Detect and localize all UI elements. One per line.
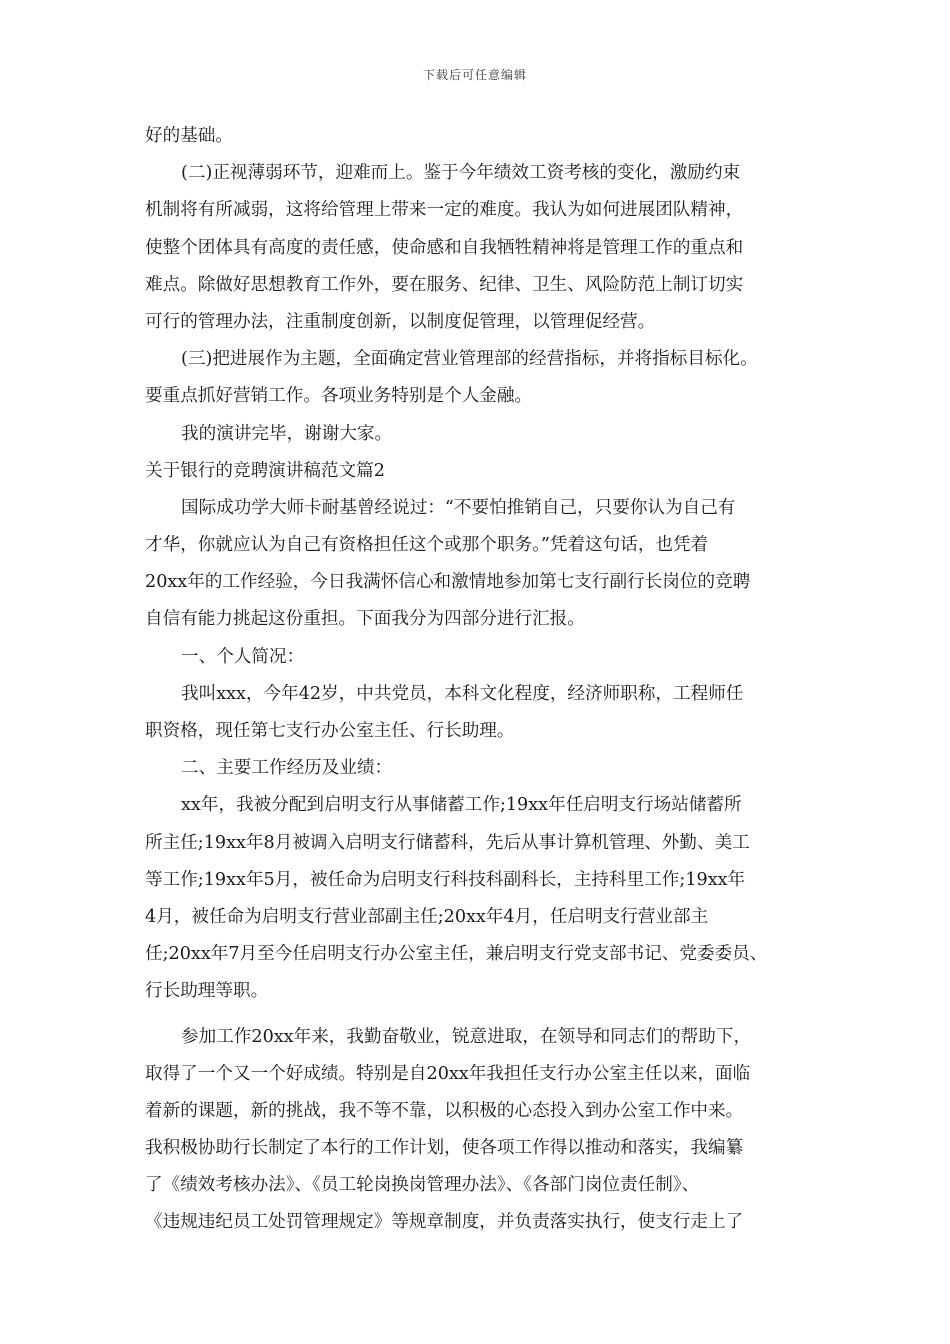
subheading: 一、个人简况： (181, 646, 305, 667)
text-line: 可行的管理办法，注重制度创新，以制度促管理，以管理促经营。 (145, 311, 656, 332)
text-line: 20xx年的工作经验，今日我满怀信心和激情地参加第七支行副行长岗位的竞聘 (145, 572, 751, 593)
text-line: 行长助理等职。 (145, 981, 269, 1002)
document-body (145, 118, 817, 1242)
text-line: 国际成功学大师卡耐基曾经说过：“不要怕推销自己，只要你认为自己有 (181, 497, 736, 518)
text-line: 任;20xx年7月至今任启明支行办公室主任，兼启明支行党支部书记、党委委员、 (145, 944, 768, 965)
text-line: 4月，被任命为启明支行营业部副主任;20xx年4月，任启明支行营业部主 (145, 906, 709, 927)
text-line: 参加工作20xx年来，我勤奋敬业，锐意进取，在领导和同志们的帮助下， (181, 1026, 752, 1047)
text-line: 难点。除做好思想教育工作外，要在服务、纪律、卫生、风险防范上制订切实 (145, 274, 744, 295)
paragraph-gap (145, 1011, 817, 1019)
page-header: 下载后可任意编辑 (422, 68, 527, 82)
text-line: 着新的课题，新的挑战，我不等不靠，以积极的心态投入到办公室工作中来。 (145, 1100, 744, 1121)
text-line: (三)把进展作为主题，全面确定营业管理部的经营指标，并将指标目标化。 (181, 349, 758, 370)
text-line: (二)正视薄弱环节，迎难而上。鉴于今年绩效工资考核的变化，激励约束 (181, 163, 741, 184)
text-line: 好的基础。 (145, 126, 233, 146)
text-line: 取得了一个又一个好成绩。特别是自20xx年我担任支行办公室主任以来，面临 (145, 1063, 751, 1084)
text-line: 等工作;19xx年5月，被任命为启明支行科技科副科长，主持科里工作;19xx年 (145, 869, 746, 890)
text-line: 我积极协助行长制定了本行的工作计划，使各项工作得以推动和落实，我编纂 (145, 1138, 744, 1159)
text-line: 机制将有所减弱，这将给管理上带来一定的难度。我认为如何进展团队精神， (145, 200, 744, 221)
text-line: 了《绩效考核办法》、《员工轮岗换岗管理办法》、《各部门岗位责任制》、 (145, 1175, 700, 1196)
text-line: 才华，你就应认为自己有资格担任这个或那个职务。”凭着这句话，也凭着 (145, 535, 709, 556)
subheading: 二、主要工作经历及业绩： (181, 758, 393, 779)
text-line: xx年，我被分配到启明支行从事储蓄工作;19xx年任启明支行场站储蓄所 (181, 795, 742, 816)
text-line: 我的演讲完毕，谢谢大家。 (181, 423, 393, 444)
text-line: 职资格，现任第七支行办公室主任、行长助理。 (145, 721, 515, 741)
section-title: 关于银行的竞聘演讲稿范文篇2 (145, 460, 385, 481)
text-line: 《违规违纪员工处罚管理规定》等规章制度，并负责落实执行，使支行走上了 (145, 1212, 744, 1233)
text-line: 使整个团体具有高度的责任感，使命感和自我牺牲精神将是管理工作的重点和 (145, 237, 744, 258)
text-line: 我叫xxx，今年42岁，中共党员，本科文化程度，经济师职称，工程师任 (181, 683, 744, 704)
text-line: 要重点抓好营销工作。各项业务特别是个人金融。 (145, 386, 533, 407)
text-line: 自信有能力挑起这份重担。下面我分为四部分进行汇报。 (145, 609, 585, 630)
text-line: 所主任;19xx年8月被调入启明支行储蓄科，先后从事计算机管理、外勤、美工 (145, 832, 750, 853)
